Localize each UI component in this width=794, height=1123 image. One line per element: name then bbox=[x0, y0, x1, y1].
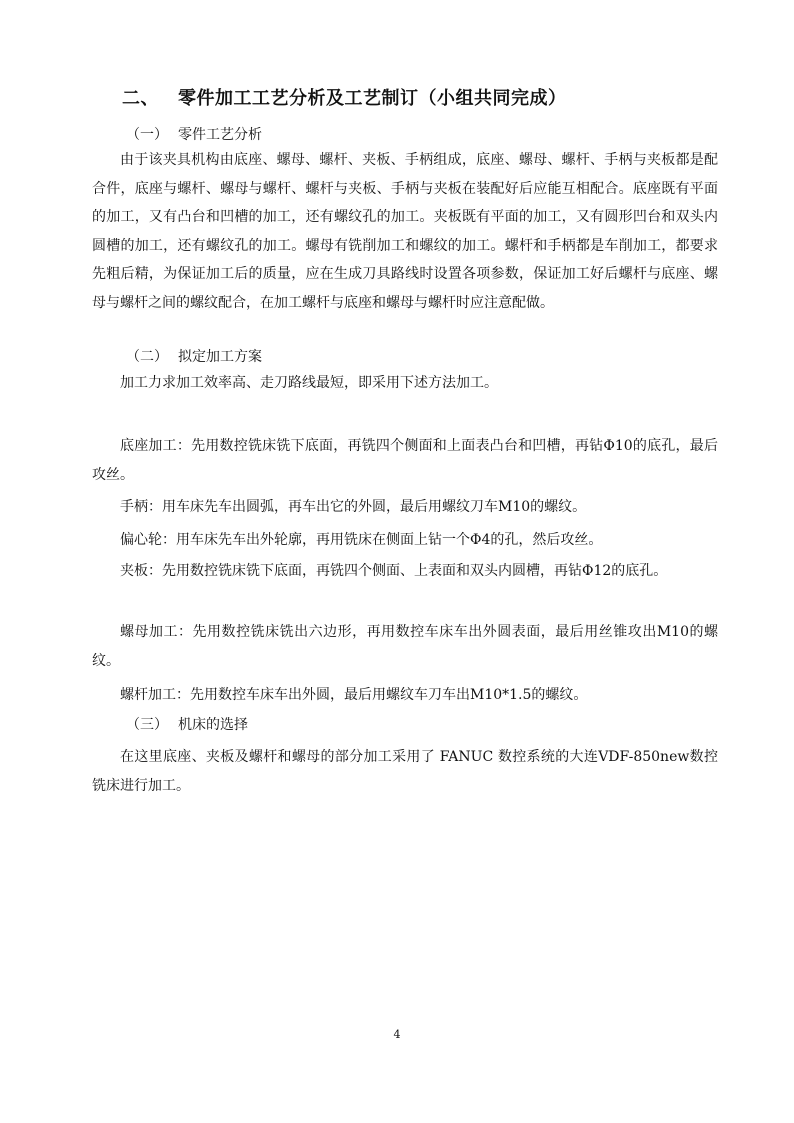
subsection-title-3: 机床的选择 bbox=[178, 717, 248, 733]
section-number: 二、 bbox=[122, 88, 159, 109]
subsection-title-1: 零件工艺分析 bbox=[178, 127, 262, 143]
paragraph-clamp: 夹板：先用数控铣床铣下底面，再铣四个侧面、上表面和双头内圆槽，再钻Φ12的底孔。 bbox=[120, 563, 668, 579]
paragraph-nut: 螺母加工：先用数控铣床铣出六边形，再用数控车床车出外圆表面，最后用丝锥攻出M10的螺纹。 bbox=[92, 624, 718, 669]
paragraph-eccentric: 偏心轮：用车床先车出外轮廓，再用铣床在侧面上钻一个Φ4的孔，然后攻丝。 bbox=[120, 532, 603, 548]
paragraph-method: 加工力求加工效率高、走刀路线最短，即采用下述方法加工。 bbox=[120, 375, 498, 391]
paragraph-screw: 螺杆加工：先用数控车床车出外圆，最后用螺纹车刀车出M10*1.5的螺纹。 bbox=[120, 687, 588, 703]
subsection-heading-2 bbox=[126, 346, 262, 366]
subsection-heading-1 bbox=[126, 124, 262, 144]
paragraph-handle: 手柄：用车床先车出圆弧，再车出它的外圆，最后用螺纹刀车M10的螺纹。 bbox=[120, 499, 587, 515]
section-title: 零件加工工艺分析及工艺制订（小组共同完成） bbox=[178, 88, 567, 109]
paragraph-analysis: 由于该夹具机构由底座、螺母、螺杆、夹板、手柄组成，底座、螺母、螺杆、手柄与夹板都是配合件，底座与螺杆、螺母与螺杆、螺杆与夹板、手柄与夹板在装配好后应能互相配合。底座既有平面的加工，又有凸台和凹槽的加工，还有螺纹孔的加工。夹板既有平面的加工，又有圆形凹台和双头内圆槽的加工，还有螺纹孔的加工。螺母有铣削加工和螺纹的加工。螺杆和手柄都是车削加工，都要求先粗后精，为保证加工后的质量，应在生成刀具路线时设置各项参数，保证加工好后螺杆与底座、螺母与螺杆之间的螺纹配合，在加工螺杆与底座和螺母与螺杆时应注意配做。 bbox=[92, 152, 718, 311]
section-heading bbox=[122, 84, 567, 110]
subsection-heading-3 bbox=[126, 714, 248, 734]
subsection-number-3: （三） bbox=[126, 717, 168, 733]
page-number: 4 bbox=[393, 1028, 401, 1041]
paragraph-base: 底座加工：先用数控铣床铣下底面，再铣四个侧面和上面表凸台和凹槽，再钻Φ10的底孔，最后攻丝。 bbox=[92, 438, 718, 483]
paragraph-machine: 在这里底座、夹板及螺杆和螺母的部分加工采用了 FANUC 数控系统的大连VDF-850new数控铣床进行加工。 bbox=[92, 749, 718, 794]
subsection-number-1: （一） bbox=[126, 127, 168, 143]
subsection-number-2: （二） bbox=[126, 349, 168, 365]
subsection-title-2: 拟定加工方案 bbox=[178, 349, 262, 365]
